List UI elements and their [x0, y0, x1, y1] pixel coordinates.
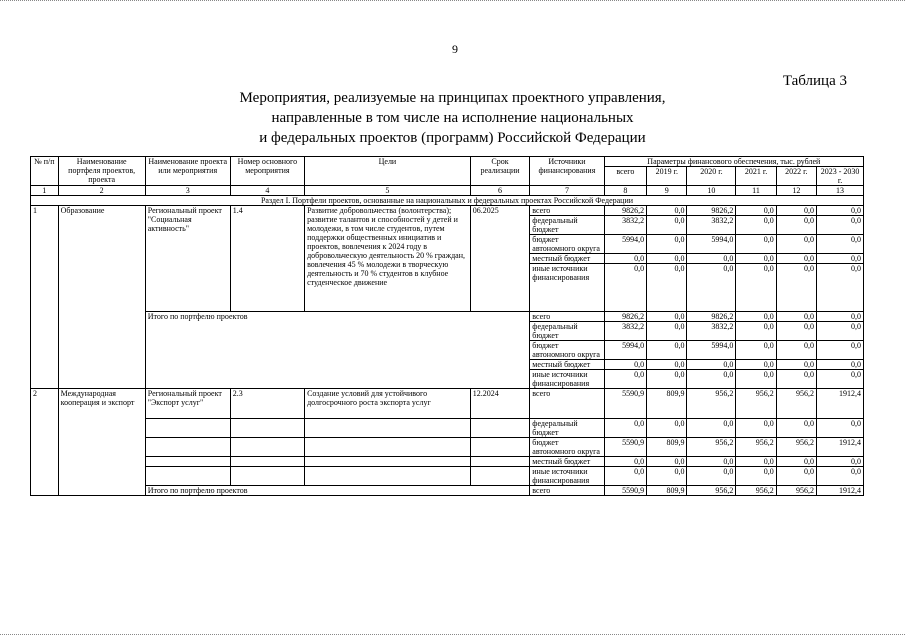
value-cell: 0,0 — [736, 419, 776, 438]
source-label: всего — [530, 389, 604, 419]
title-line: Мероприятия, реализуемые на принципах проектного управления, — [239, 90, 666, 106]
table-label: Таблица 3 — [782, 73, 847, 89]
source-label: федеральный бюджет — [530, 419, 604, 438]
value-cell: 0,0 — [817, 322, 864, 341]
project-name: Региональный проект "Экспорт услуг" — [145, 389, 230, 419]
value-cell: 0,0 — [776, 206, 816, 216]
scan-bottom-edge — [0, 634, 905, 637]
value-cell: 0,0 — [736, 312, 776, 322]
value-cell: 0,0 — [647, 206, 687, 216]
page-number: 9 — [452, 42, 458, 56]
value-cell: 0,0 — [687, 370, 736, 389]
value-cell: 0,0 — [776, 312, 816, 322]
value-cell: 0,0 — [776, 370, 816, 389]
header-fin-total: всего — [604, 167, 646, 186]
value-cell: 0,0 — [687, 264, 736, 312]
empty-cell — [470, 467, 529, 486]
title-line: направленные в том числе на исполнение национальных — [271, 110, 634, 126]
value-cell: 0,0 — [776, 322, 816, 341]
table-row — [31, 486, 864, 496]
value-cell: 5994,0 — [604, 341, 646, 360]
title-line: и федеральных проектов (программ) Российской Федерации — [259, 130, 646, 146]
source-label: всего — [530, 312, 604, 322]
value-cell: 0,0 — [736, 216, 776, 235]
project-goal: Развитие добровольчества (волонтерства); развитие талантов и способностей у детей и молодежи, в том числе студентов, путем поддержки общественных инициатив и проектов, вовлечения к 2024 году в добровольческую деятельность 20 % граждан, вовлечения 45 % молодежи в творческую деятельность и 70 % студентов в клубное студенческое движение — [305, 206, 471, 312]
value-cell: 0,0 — [776, 457, 816, 467]
value-cell: 0,0 — [736, 457, 776, 467]
value-cell: 3832,2 — [604, 216, 646, 235]
value-cell: 956,2 — [687, 389, 736, 419]
header-fin-2021: 2021 г. — [736, 167, 776, 186]
header-num: № п/п — [31, 157, 59, 186]
value-cell: 0,0 — [736, 235, 776, 254]
source-label: федеральный бюджет — [530, 322, 604, 341]
value-cell: 0,0 — [817, 254, 864, 264]
value-cell: 9826,2 — [604, 206, 646, 216]
value-cell: 1912,4 — [817, 389, 864, 419]
value-cell: 0,0 — [776, 419, 816, 438]
header-goals: Цели — [305, 157, 471, 186]
value-cell: 0,0 — [687, 419, 736, 438]
value-cell: 5590,9 — [604, 486, 646, 496]
col-number: 8 — [604, 186, 646, 196]
value-cell: 0,0 — [776, 341, 816, 360]
value-cell: 0,0 — [647, 264, 687, 312]
project-name: Региональный проект "Социальная активность" — [145, 206, 230, 312]
empty-cell — [230, 419, 304, 438]
col-number: 11 — [736, 186, 776, 196]
value-cell: 0,0 — [817, 264, 864, 312]
empty-cell — [470, 438, 529, 457]
value-cell: 0,0 — [687, 467, 736, 486]
header-fin-2023-2030: 2023 - 2030 г. — [817, 167, 864, 186]
value-cell: 3832,2 — [604, 322, 646, 341]
value-cell: 0,0 — [736, 322, 776, 341]
col-number: 4 — [230, 186, 304, 196]
value-cell: 0,0 — [776, 467, 816, 486]
empty-cell — [305, 419, 471, 438]
source-label: местный бюджет — [530, 360, 604, 370]
value-cell: 0,0 — [604, 254, 646, 264]
value-cell: 0,0 — [687, 360, 736, 370]
value-cell: 0,0 — [776, 235, 816, 254]
source-label: бюджет автономного округа — [530, 438, 604, 457]
value-cell: 0,0 — [687, 457, 736, 467]
col-number: 7 — [530, 186, 604, 196]
value-cell: 809,9 — [647, 438, 687, 457]
project-goal: Создание условий для устойчивого долгосрочного роста экспорта услуг — [305, 389, 471, 419]
empty-cell — [305, 467, 471, 486]
value-cell: 5994,0 — [687, 235, 736, 254]
value-cell: 0,0 — [647, 312, 687, 322]
value-cell: 0,0 — [647, 235, 687, 254]
value-cell: 0,0 — [604, 467, 646, 486]
value-cell: 0,0 — [817, 235, 864, 254]
col-number: 13 — [817, 186, 864, 196]
empty-cell — [230, 467, 304, 486]
value-cell: 0,0 — [776, 216, 816, 235]
value-cell: 0,0 — [604, 419, 646, 438]
table-row — [31, 457, 864, 467]
source-label: местный бюджет — [530, 457, 604, 467]
value-cell: 809,9 — [647, 486, 687, 496]
source-label: местный бюджет — [530, 254, 604, 264]
empty-cell — [145, 438, 230, 457]
empty-cell — [145, 419, 230, 438]
value-cell: 809,9 — [647, 389, 687, 419]
value-cell: 0,0 — [776, 254, 816, 264]
value-cell: 0,0 — [647, 216, 687, 235]
table-row — [31, 312, 864, 322]
value-cell: 956,2 — [776, 389, 816, 419]
source-label: бюджет автономного округа — [530, 341, 604, 360]
header-fin-group: Параметры финансового обеспечения, тыс. рублей — [604, 157, 863, 167]
source-label: бюджет автономного округа — [530, 235, 604, 254]
value-cell: 3832,2 — [687, 216, 736, 235]
value-cell: 0,0 — [817, 341, 864, 360]
value-cell: 0,0 — [736, 206, 776, 216]
empty-cell — [470, 419, 529, 438]
header-main-measure: Номер основного мероприятия — [230, 157, 304, 186]
value-cell: 3832,2 — [687, 322, 736, 341]
value-cell: 5994,0 — [604, 235, 646, 254]
value-cell: 5994,0 — [687, 341, 736, 360]
value-cell: 0,0 — [647, 370, 687, 389]
empty-cell — [230, 457, 304, 467]
value-cell: 5590,9 — [604, 438, 646, 457]
value-cell: 0,0 — [647, 254, 687, 264]
value-cell: 0,0 — [736, 360, 776, 370]
value-cell: 0,0 — [776, 264, 816, 312]
section-row — [31, 196, 864, 206]
source-label: федеральный бюджет — [530, 216, 604, 235]
value-cell: 9826,2 — [687, 206, 736, 216]
empty-cell — [305, 438, 471, 457]
project-term: 06.2025 — [470, 206, 529, 312]
value-cell: 5590,9 — [604, 389, 646, 419]
scan-top-edge — [0, 0, 905, 3]
row-num: 1 — [31, 206, 59, 389]
value-cell: 9826,2 — [687, 312, 736, 322]
table-row — [31, 467, 864, 486]
value-cell: 0,0 — [647, 419, 687, 438]
value-cell: 0,0 — [817, 216, 864, 235]
document-title — [0, 88, 905, 148]
value-cell: 0,0 — [687, 254, 736, 264]
source-label: иные источники финансирования — [530, 264, 604, 312]
portfolio-name: Образование — [58, 206, 145, 389]
value-cell: 956,2 — [687, 438, 736, 457]
value-cell: 0,0 — [647, 322, 687, 341]
col-number: 9 — [647, 186, 687, 196]
header-sources: Источники финансирования — [530, 157, 604, 186]
table-row — [31, 206, 864, 216]
section-title: Раздел I. Портфели проектов, основанные на национальных и федеральных проектах Российской Федерации — [31, 196, 864, 206]
value-cell: 0,0 — [817, 312, 864, 322]
header-fin-2020: 2020 г. — [687, 167, 736, 186]
value-cell: 0,0 — [647, 457, 687, 467]
empty-cell — [470, 457, 529, 467]
source-label: иные источники финансирования — [530, 370, 604, 389]
value-cell: 0,0 — [817, 419, 864, 438]
value-cell: 1912,4 — [817, 438, 864, 457]
value-cell: 1912,4 — [817, 486, 864, 496]
col-number: 1 — [31, 186, 59, 196]
value-cell: 0,0 — [736, 370, 776, 389]
portfolio-total-label: Итого по портфелю проектов — [145, 486, 530, 496]
value-cell: 0,0 — [817, 370, 864, 389]
header-fin-2022: 2022 г. — [776, 167, 816, 186]
col-number: 5 — [305, 186, 471, 196]
col-number: 10 — [687, 186, 736, 196]
value-cell: 0,0 — [817, 467, 864, 486]
header-fin-2019: 2019 г. — [647, 167, 687, 186]
value-cell: 956,2 — [776, 486, 816, 496]
col-number: 2 — [58, 186, 145, 196]
header-portfolio: Наименование портфеля проектов, проекта — [58, 157, 145, 186]
value-cell: 956,2 — [776, 438, 816, 457]
value-cell: 956,2 — [736, 389, 776, 419]
value-cell: 9826,2 — [604, 312, 646, 322]
empty-cell — [145, 467, 230, 486]
portfolio-name: Международная кооперация и экспорт — [58, 389, 145, 496]
table-row — [31, 389, 864, 419]
value-cell: 0,0 — [817, 457, 864, 467]
col-number: 3 — [145, 186, 230, 196]
table-row — [31, 419, 864, 438]
row-num: 2 — [31, 389, 59, 496]
main-measure: 1.4 — [230, 206, 304, 312]
value-cell: 0,0 — [647, 467, 687, 486]
value-cell: 956,2 — [687, 486, 736, 496]
source-label: иные источники финансирования — [530, 467, 604, 486]
value-cell: 0,0 — [647, 341, 687, 360]
value-cell: 0,0 — [604, 360, 646, 370]
value-cell: 956,2 — [736, 486, 776, 496]
empty-cell — [305, 457, 471, 467]
empty-cell — [230, 438, 304, 457]
project-term: 12.2024 — [470, 389, 529, 419]
value-cell: 0,0 — [604, 457, 646, 467]
source-label: всего — [530, 206, 604, 216]
value-cell: 0,0 — [736, 467, 776, 486]
empty-cell — [145, 457, 230, 467]
header-project: Наименование проекта или мероприятия — [145, 157, 230, 186]
col-number: 6 — [470, 186, 529, 196]
value-cell: 0,0 — [604, 264, 646, 312]
value-cell: 0,0 — [736, 254, 776, 264]
value-cell: 0,0 — [604, 370, 646, 389]
header-term: Срок реализации — [470, 157, 529, 186]
table-row — [31, 438, 864, 457]
column-number-row — [31, 186, 864, 196]
portfolio-total-label: Итого по портфелю проектов — [145, 312, 530, 389]
col-number: 12 — [776, 186, 816, 196]
table-header-row — [31, 157, 864, 167]
value-cell: 0,0 — [647, 360, 687, 370]
value-cell: 0,0 — [736, 341, 776, 360]
value-cell: 0,0 — [776, 360, 816, 370]
main-measure: 2.3 — [230, 389, 304, 419]
financing-table — [30, 156, 864, 496]
value-cell: 0,0 — [817, 206, 864, 216]
source-label: всего — [530, 486, 604, 496]
value-cell: 956,2 — [736, 438, 776, 457]
value-cell: 0,0 — [817, 360, 864, 370]
value-cell: 0,0 — [736, 264, 776, 312]
